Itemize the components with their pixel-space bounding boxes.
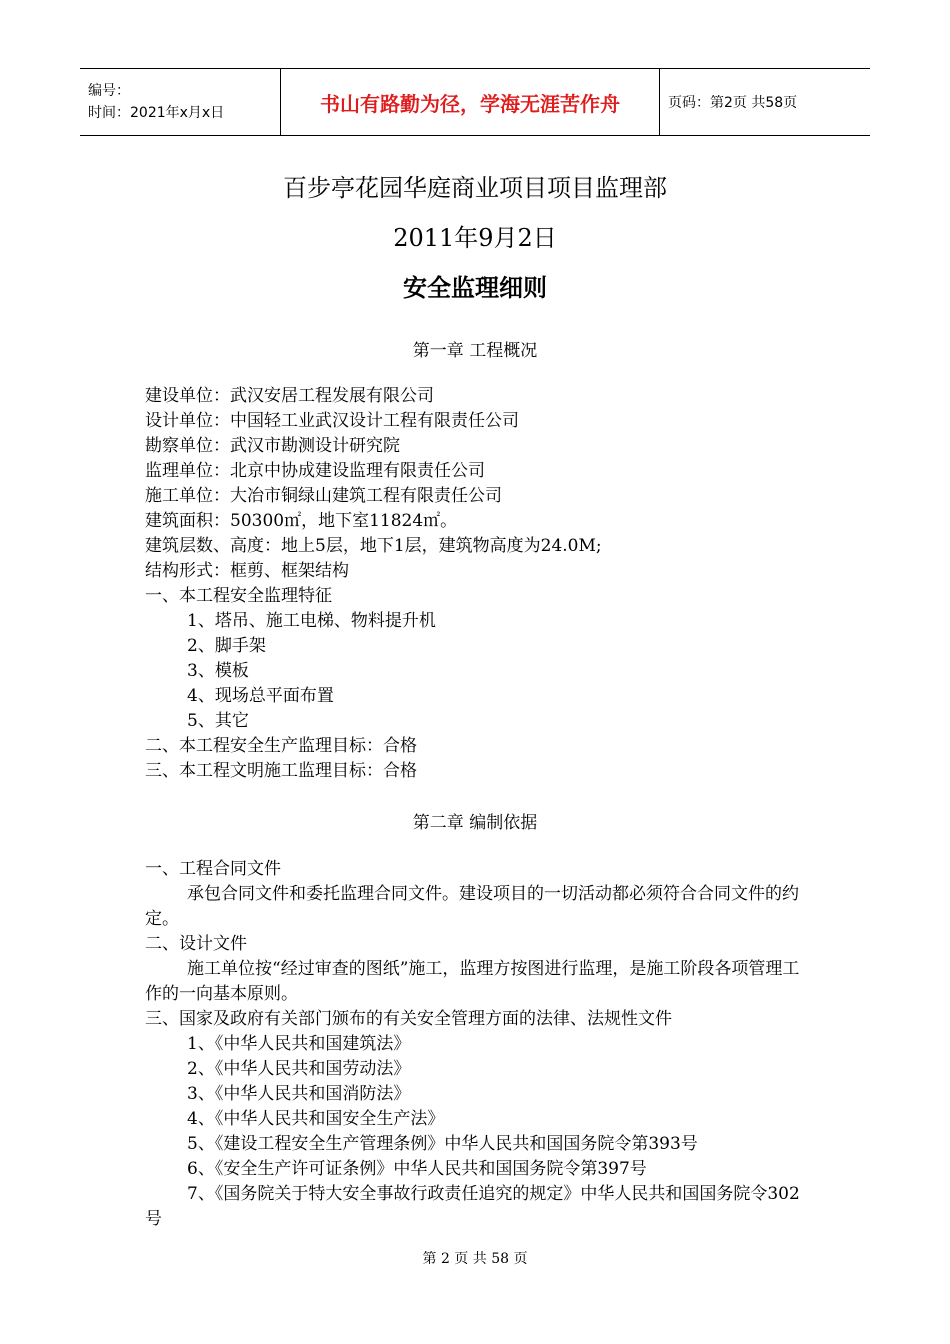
feature-item: 4、现场总平面布置 [187, 686, 334, 706]
page-footer: 第 2 页 共 58 页 [422, 1251, 528, 1267]
feature-item: 2、脚手架 [187, 636, 266, 656]
page-header [80, 68, 870, 136]
law-item: 4、《中华人民共和国安全生产法》 [187, 1109, 445, 1129]
chapter-1-heading: 第一章 工程概况 [412, 341, 538, 361]
chapter-2-body [145, 857, 815, 1232]
header-page-number: 页码：第2页 共58页 [668, 95, 798, 111]
feature-item: 1、塔吊、施工电梯、物料提升机 [187, 611, 436, 631]
section-heading: 一、本工程安全监理特征 [145, 586, 332, 606]
info-line: 建设单位：武汉安居工程发展有限公司 [145, 386, 434, 406]
section-paragraph: 承包合同文件和委托监理合同文件。建设项目的一切活动都必须符合合同文件的约定。 [145, 884, 799, 929]
law-item: 2、《中华人民共和国劳动法》 [187, 1059, 411, 1079]
organization-title: 百步亭花园华庭商业项目项目监理部 [283, 174, 667, 202]
document-time: 时间：2021年x月x日 [88, 105, 225, 121]
section-heading: 一、工程合同文件 [145, 859, 281, 879]
law-item: 3、《中华人民共和国消防法》 [187, 1084, 411, 1104]
document-date: 2011年9月2日 [393, 224, 557, 252]
law-item: 7、《国务院关于特大安全事故行政责任追究的规定》中华人民共和国国务院令302号 [145, 1184, 800, 1229]
info-line: 建筑面积：50300㎡，地下室11824㎡。 [145, 511, 458, 531]
goal-line: 二、本工程安全生产监理目标：合格 [145, 736, 417, 756]
info-line: 监理单位：北京中协成建设监理有限责任公司 [145, 461, 485, 481]
chapter-1-body [145, 384, 815, 784]
info-line: 建筑层数、高度：地上5层，地下1层，建筑物高度为24.0M; [145, 536, 602, 556]
section-heading: 三、国家及政府有关部门颁布的有关安全管理方面的法律、法规性文件 [145, 1009, 672, 1029]
chapter-2-heading: 第二章 编制依据 [412, 813, 538, 833]
law-item: 5、《建设工程安全生产管理条例》中华人民共和国国务院令第393号 [187, 1134, 698, 1154]
info-line: 勘察单位：武汉市勘测设计研究院 [145, 436, 400, 456]
info-line: 施工单位：大冶市铜绿山建筑工程有限责任公司 [145, 486, 502, 506]
feature-item: 3、模板 [187, 661, 249, 681]
law-item: 1、《中华人民共和国建筑法》 [187, 1034, 411, 1054]
info-line: 设计单位：中国轻工业武汉设计工程有限责任公司 [145, 411, 519, 431]
section-paragraph: 施工单位按“经过审查的图纸”施工，监理方按图进行监理，是施工阶段各项管理工作的一向基本原则。 [145, 959, 800, 1004]
info-line: 结构形式：框剪、框架结构 [145, 561, 349, 581]
header-meta [80, 69, 281, 135]
document-title: 安全监理细则 [403, 274, 547, 302]
section-heading: 二、设计文件 [145, 934, 247, 954]
goal-line: 三、本工程文明施工监理目标：合格 [145, 761, 417, 781]
feature-item: 5、其它 [187, 711, 249, 731]
law-item: 6、《安全生产许可证条例》中华人民共和国国务院令第397号 [187, 1159, 647, 1179]
document-number: 编号： [88, 83, 130, 99]
header-motto: 书山有路勤为径，学海无涯苦作舟 [281, 69, 660, 135]
